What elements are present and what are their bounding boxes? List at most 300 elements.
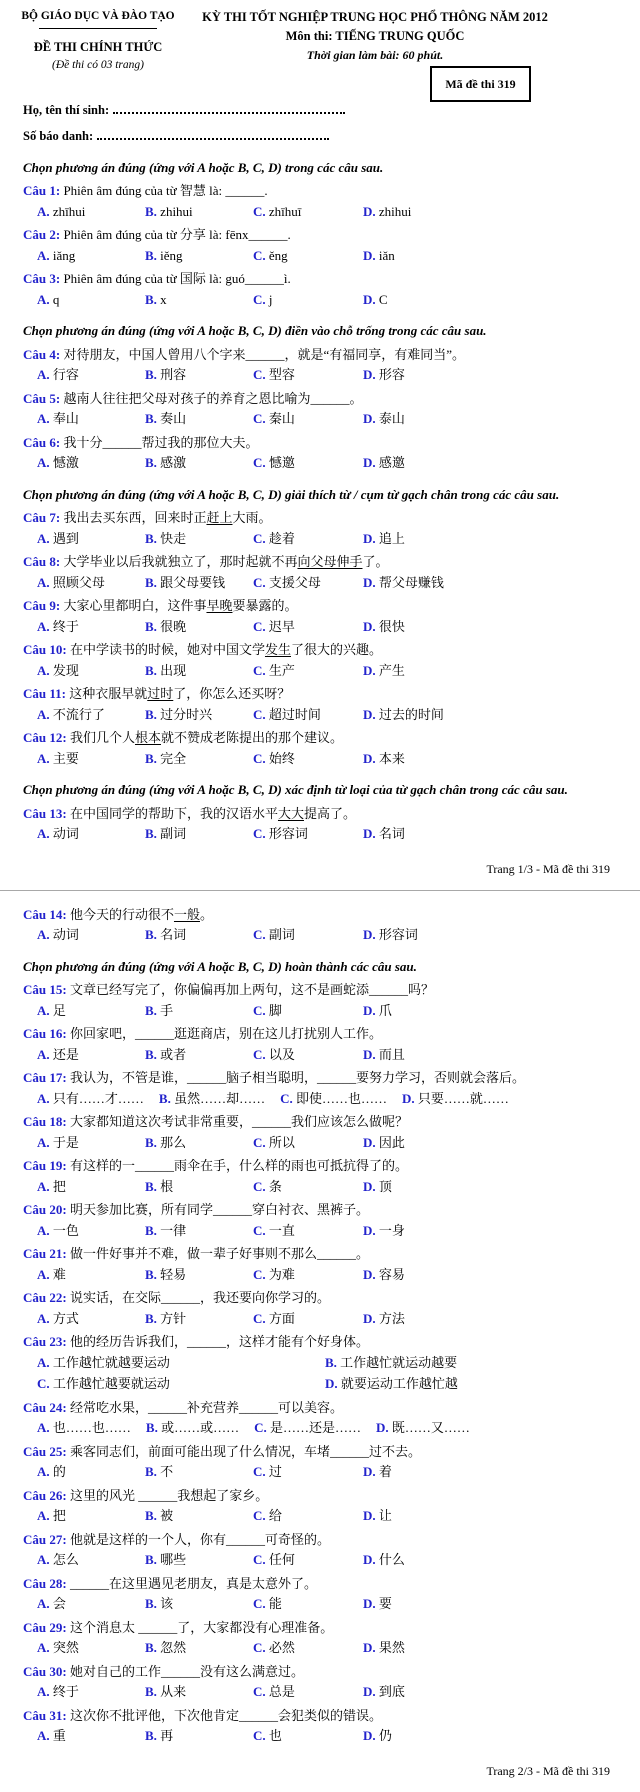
question-4: [23, 345, 614, 385]
option-text: 型容: [265, 367, 295, 383]
underlined-phrase: 发生: [264, 642, 291, 658]
option-text: 帮父母赚钱: [375, 574, 444, 590]
options-row: [23, 1506, 614, 1526]
option-letter: C.: [253, 411, 266, 427]
page-1: [0, 158, 640, 878]
option-letter: C.: [253, 750, 266, 766]
option-text: x: [156, 291, 167, 307]
options-row: [23, 1682, 614, 1702]
option-text: 只要……就……: [414, 1090, 509, 1106]
option-b: [145, 1506, 253, 1526]
option-text: 的: [49, 1464, 66, 1480]
question-segment: 他今天的行动很不: [69, 906, 174, 922]
question-number: Câu 15:: [23, 982, 67, 998]
option-letter: A.: [37, 750, 50, 766]
option-b: [145, 1221, 253, 1241]
question-text: [23, 1288, 614, 1308]
options-row: [23, 1309, 614, 1329]
option-b: [145, 1265, 253, 1285]
question-segment: 有这样的一______雨伞在手，什么样的雨也可抵抗得了的。: [69, 1158, 408, 1174]
option-c: [253, 1001, 363, 1021]
question-text: [23, 1156, 614, 1176]
option-letter: A.: [37, 291, 50, 307]
options-row: [23, 1462, 614, 1482]
option-letter: C.: [253, 1728, 266, 1744]
option-text: 被: [156, 1508, 174, 1524]
option-text: 那么: [156, 1134, 187, 1150]
option-letter: B.: [145, 1684, 157, 1700]
option-letter: A.: [37, 1266, 50, 1282]
question-7: [23, 508, 614, 548]
option-d: [363, 824, 614, 844]
option-text: 方式: [49, 1310, 79, 1326]
option-c: [253, 1682, 363, 1702]
option-c: [253, 453, 363, 473]
option-letter: B.: [145, 574, 157, 590]
option-c: [253, 1726, 363, 1746]
options-row: [23, 1594, 614, 1614]
option-text: 足: [49, 1002, 66, 1018]
option-b: [145, 1462, 253, 1482]
option-letter: A.: [37, 1420, 50, 1436]
section-instruction: Chọn phương án đúng (ứng với A hoặc B, C, D) hoàn thành các câu sau.: [23, 958, 417, 974]
option-letter: B.: [145, 1222, 157, 1238]
option-a: [37, 1353, 325, 1373]
options-row: [23, 290, 614, 310]
option-text: 泰山: [375, 411, 405, 427]
option-b: [145, 1177, 253, 1197]
option-a: [37, 202, 145, 222]
options-row: [23, 1550, 614, 1570]
question-segment: 了很大的兴趣。: [290, 642, 382, 658]
question-segment: 对待朋友，中国人曾用八个字来______，就是“有福同享，有难同当”。: [63, 346, 465, 362]
option-c: [253, 290, 363, 310]
option-text: 副词: [265, 927, 295, 943]
option-text: 还是: [49, 1046, 79, 1062]
option-letter: D.: [363, 1596, 376, 1612]
question-text: [23, 905, 614, 925]
option-d: [363, 453, 614, 473]
option-b: [146, 1418, 239, 1438]
question-11: [23, 684, 614, 724]
underlined-phrase: 根本: [134, 730, 161, 746]
options-row: [23, 529, 614, 549]
option-letter: C.: [253, 1222, 266, 1238]
option-letter: D.: [363, 1684, 376, 1700]
section-instruction: Chọn phương án đúng (ứng với A hoặc B, C, D) điền vào chỗ trống trong các câu sau.: [23, 323, 487, 339]
option-letter: A.: [37, 1684, 50, 1700]
option-d: [363, 1682, 614, 1702]
option-text: 把: [49, 1178, 66, 1194]
option-letter: A.: [37, 1222, 50, 1238]
option-text: 行容: [49, 367, 79, 383]
option-letter: A.: [37, 1134, 50, 1150]
option-d: [363, 202, 614, 222]
option-letter: B.: [145, 411, 157, 427]
header-left-block: [8, 8, 188, 74]
question-22: [23, 1288, 614, 1328]
question-text: [23, 1200, 614, 1220]
option-d: [363, 661, 614, 681]
question-number: Câu 14:: [23, 906, 67, 922]
question-text: [23, 1398, 614, 1418]
option-a: [37, 1089, 144, 1109]
question-segment: 这次你不批评他，下次他肯定______会犯类似的错误。: [69, 1707, 382, 1723]
question-text: [23, 1068, 614, 1088]
question-28: [23, 1574, 614, 1614]
section-instruction: Chọn phương án đúng (ứng với A hoặc B, C, D) giải thích từ / cụm từ gạch chân trong các câu sau.: [23, 486, 560, 502]
option-text: 过: [265, 1464, 282, 1480]
option-letter: A.: [37, 574, 50, 590]
underlined-phrase: 赶上: [206, 510, 233, 526]
option-c: [253, 1221, 363, 1241]
option-letter: D.: [363, 1222, 376, 1238]
option-text: 或者: [156, 1046, 187, 1062]
option-letter: C.: [253, 530, 266, 546]
option-letter: B.: [145, 927, 157, 943]
option-b: [145, 290, 253, 310]
option-text: 果然: [375, 1640, 405, 1656]
option-letter: C.: [253, 291, 266, 307]
question-segment: 在中国同学的帮助下，我的汉语水平: [69, 805, 278, 821]
option-letter: D.: [363, 411, 376, 427]
option-letter: D.: [363, 1046, 376, 1062]
option-text: 名词: [156, 927, 187, 943]
option-a: [37, 1177, 145, 1197]
question-segment: 大家心里都明白，这件事: [63, 598, 207, 614]
option-c: [253, 824, 363, 844]
option-c: [253, 749, 363, 769]
option-text: 条: [265, 1178, 282, 1194]
option-letter: D.: [325, 1376, 338, 1392]
option-a: [37, 1594, 145, 1614]
question-number: Câu 11:: [23, 686, 66, 702]
option-a: [37, 453, 145, 473]
question-5: [23, 389, 614, 429]
option-text: 把: [49, 1508, 66, 1524]
option-d: [363, 749, 614, 769]
option-text: 憾激: [49, 455, 79, 471]
option-text: 虽然……却……: [170, 1090, 266, 1106]
question-number: Câu 3:: [23, 271, 61, 287]
question-segment: 越南人往往把父母对孩子的养育之恩比喻为______。: [63, 390, 363, 406]
options-row: [23, 1045, 614, 1065]
question-9: [23, 596, 614, 636]
question-20: [23, 1200, 614, 1240]
question-3: [23, 269, 614, 309]
option-text: 很晚: [156, 618, 187, 634]
option-letter: B.: [145, 1266, 157, 1282]
options-row: [23, 1638, 614, 1658]
question-13: [23, 804, 614, 844]
option-letter: C.: [253, 367, 266, 383]
question-number: Câu 29:: [23, 1619, 67, 1635]
question-segment: ______在这里遇见老朋友，真是太意外了。: [69, 1575, 317, 1591]
option-letter: D.: [363, 662, 376, 678]
question-number: Câu 26:: [23, 1487, 67, 1503]
question-19: [23, 1156, 614, 1196]
question-text: [23, 508, 614, 528]
option-text: 工作越忙就运动越要: [336, 1354, 458, 1370]
option-letter: B.: [145, 1310, 157, 1326]
option-c: [253, 246, 363, 266]
option-c: [253, 1550, 363, 1570]
question-31: [23, 1706, 614, 1746]
question-text: [23, 181, 614, 201]
option-text: 任何: [265, 1552, 295, 1568]
option-letter: B.: [145, 291, 157, 307]
option-d: [363, 1177, 614, 1197]
option-text: 名词: [375, 826, 405, 842]
question-14: [23, 905, 614, 945]
question-number: Câu 1:: [23, 183, 61, 199]
option-letter: C.: [253, 1134, 266, 1150]
option-d: [363, 573, 614, 593]
option-letter: A.: [37, 1178, 50, 1194]
option-c: [253, 661, 363, 681]
candidate-name-row: [23, 101, 640, 120]
option-text: 完全: [156, 750, 187, 766]
option-letter: C.: [253, 1310, 266, 1326]
header-right-block: [188, 8, 632, 74]
option-letter: B.: [145, 1046, 157, 1062]
option-text: 生产: [265, 662, 295, 678]
option-letter: B.: [158, 1090, 171, 1106]
option-letter: C.: [253, 1596, 266, 1612]
option-d: [363, 925, 614, 945]
section-instruction: Chọn phương án đúng (ứng với A hoặc B, C, D) xác định từ loại của từ gạch chân trong các câu sau.: [23, 782, 568, 798]
options-row: [23, 661, 614, 681]
option-text: 仍: [375, 1728, 392, 1744]
option-letter: D.: [363, 927, 376, 943]
option-letter: D.: [363, 1728, 376, 1744]
option-text: 跟父母要钱: [156, 574, 226, 590]
option-c: [253, 1133, 363, 1153]
option-text: 到底: [375, 1684, 405, 1700]
question-23: [23, 1332, 614, 1394]
option-d: [402, 1089, 509, 1109]
option-text: 感激: [156, 455, 187, 471]
option-text: 从来: [156, 1684, 187, 1700]
option-letter: B.: [145, 1596, 157, 1612]
question-number: Câu 2:: [23, 227, 61, 243]
option-text: 形容词: [375, 927, 418, 943]
question-text: [23, 684, 614, 704]
option-b: [145, 453, 253, 473]
option-d: [363, 1550, 614, 1570]
question-number: Câu 6:: [23, 434, 61, 450]
option-text: 快走: [156, 530, 187, 546]
question-29: [23, 1618, 614, 1658]
option-b: [159, 1089, 265, 1109]
options-row: [23, 824, 614, 844]
underlined-phrase: 过时: [147, 686, 174, 702]
option-d: [325, 1374, 614, 1394]
option-letter: C.: [253, 927, 266, 943]
option-text: 要: [375, 1596, 392, 1612]
option-text: 爪: [375, 1002, 392, 1018]
option-letter: B.: [145, 1002, 157, 1018]
question-6: [23, 433, 614, 473]
option-d: [363, 365, 614, 385]
option-letter: C.: [253, 1464, 266, 1480]
option-text: 为难: [265, 1266, 295, 1282]
options-row: [23, 365, 614, 385]
exam-duration: Thời gian làm bài: 60 phút.: [306, 47, 444, 62]
candidate-name-field: [113, 101, 345, 114]
option-text: 迟早: [265, 618, 295, 634]
question-text: [23, 728, 614, 748]
option-a: [37, 1221, 145, 1241]
question-text: [23, 1662, 614, 1682]
option-letter: A.: [37, 411, 50, 427]
exam-code-box: [430, 66, 531, 102]
option-d: [363, 1309, 614, 1329]
option-text: 一色: [49, 1222, 79, 1238]
question-number: Câu 13:: [23, 805, 67, 821]
option-text: 因此: [375, 1134, 405, 1150]
question-number: Câu 23:: [23, 1334, 67, 1350]
option-letter: A.: [37, 1728, 50, 1744]
options-row: [23, 453, 614, 473]
option-a: [37, 1682, 145, 1702]
option-text: 也: [265, 1728, 282, 1744]
option-letter: B.: [145, 247, 157, 263]
question-text: [23, 1112, 614, 1132]
question-text: [23, 552, 614, 572]
option-b: [145, 409, 253, 429]
option-text: zhihui: [375, 203, 412, 219]
option-letter: D.: [363, 530, 376, 546]
ministry-name: BỘ GIÁO DỤC VÀ ĐÀO TẠO: [21, 10, 175, 22]
option-letter: A.: [37, 826, 50, 842]
option-text: 轻易: [156, 1266, 187, 1282]
option-text: ěng: [265, 247, 288, 263]
option-letter: D.: [363, 618, 376, 634]
question-15: [23, 980, 614, 1020]
option-c: [254, 1418, 361, 1438]
option-a: [37, 1265, 145, 1285]
option-letter: A.: [37, 927, 50, 943]
question-text: [23, 389, 614, 409]
option-c: [253, 1638, 363, 1658]
question-segment: 我认为，不管是谁，______脑子相当聪明，______要努力学习，否则就会落后。: [69, 1070, 525, 1086]
question-12: [23, 728, 614, 768]
option-text: 根: [156, 1178, 174, 1194]
option-a: [37, 409, 145, 429]
question-30: [23, 1662, 614, 1702]
option-a: [37, 749, 145, 769]
option-text: 重: [49, 1728, 66, 1744]
section-instruction: Chọn phương án đúng (ứng với A hoặc B, C, D) trong các câu sau.: [23, 159, 384, 175]
option-letter: C.: [254, 1420, 267, 1436]
question-number: Câu 24:: [23, 1399, 67, 1415]
question-segment: 要暴露的。: [232, 598, 298, 614]
question-number: Câu 19:: [23, 1158, 67, 1174]
option-a: [37, 617, 145, 637]
option-a: [37, 925, 145, 945]
option-text: 会: [49, 1596, 66, 1612]
question-number: Câu 22:: [23, 1290, 67, 1306]
option-d: [363, 1506, 614, 1526]
option-b: [145, 925, 253, 945]
question-number: Câu 20:: [23, 1202, 67, 1218]
option-b: [145, 529, 253, 549]
option-text: 该: [156, 1596, 174, 1612]
question-segment: 这种衣服早就: [69, 686, 148, 702]
option-letter: C.: [253, 203, 266, 219]
option-letter: B.: [145, 455, 157, 471]
option-letter: D.: [402, 1090, 415, 1106]
question-segment: 了，你怎么还买呀？: [173, 686, 291, 702]
option-text: 形容词: [265, 826, 308, 842]
option-text: 手: [156, 1002, 174, 1018]
question-text: [23, 596, 614, 616]
option-letter: A.: [37, 706, 50, 722]
question-text: [23, 345, 614, 365]
underlined-phrase: 早晚: [206, 598, 233, 614]
question-segment: 我们几个人: [69, 730, 135, 746]
option-b: [145, 824, 253, 844]
question-number: Câu 8:: [23, 554, 61, 570]
option-letter: A.: [37, 1002, 50, 1018]
question-segment: 乘客同志们，前面可能出现了什么情况，车堵______过不去。: [69, 1443, 421, 1459]
options-row: [23, 573, 614, 593]
question-segment: Phiên âm đúng của từ 分享 là: fēnx______.: [63, 227, 291, 243]
option-letter: C.: [253, 1266, 266, 1282]
option-text: 发现: [49, 662, 79, 678]
question-number: Câu 21:: [23, 1246, 67, 1262]
option-text: 始终: [265, 750, 295, 766]
question-text: [23, 433, 614, 453]
option-text: iǎn: [375, 247, 395, 263]
option-d: [363, 1726, 614, 1746]
page-footer: Trang 2/3 - Mã đề thi 319: [486, 1763, 610, 1778]
option-d: [363, 290, 614, 310]
option-text: 不流行了: [49, 706, 105, 722]
option-letter: D.: [363, 1310, 376, 1326]
option-letter: D.: [363, 706, 376, 722]
page-divider: [0, 890, 640, 891]
option-d: [363, 1001, 614, 1021]
question-number: Câu 7:: [23, 510, 61, 526]
option-letter: A.: [37, 618, 50, 634]
option-c: [253, 705, 363, 725]
options-row: [23, 1353, 614, 1394]
option-text: 支援父母: [265, 574, 321, 590]
option-text: 总是: [265, 1684, 295, 1700]
options-row: [23, 925, 614, 945]
option-letter: D.: [363, 574, 376, 590]
option-a: [37, 1462, 145, 1482]
question-text: [23, 1486, 614, 1506]
option-letter: C.: [37, 1376, 50, 1392]
question-segment: 就不赞成老陈提出的那个建议。: [160, 730, 343, 746]
options-row: [23, 1133, 614, 1153]
option-letter: C.: [253, 1552, 266, 1568]
candidate-id-label: Số báo danh:: [23, 129, 94, 144]
option-letter: B.: [145, 706, 157, 722]
question-number: Câu 5:: [23, 390, 61, 406]
option-c: [253, 365, 363, 385]
question-1: [23, 181, 614, 221]
option-b: [145, 1638, 253, 1658]
option-a: [37, 1133, 145, 1153]
page-footer: Trang 1/3 - Mã đề thi 319: [486, 861, 610, 876]
option-text: 主要: [49, 750, 79, 766]
option-text: 本来: [375, 750, 405, 766]
option-b: [145, 1133, 253, 1153]
